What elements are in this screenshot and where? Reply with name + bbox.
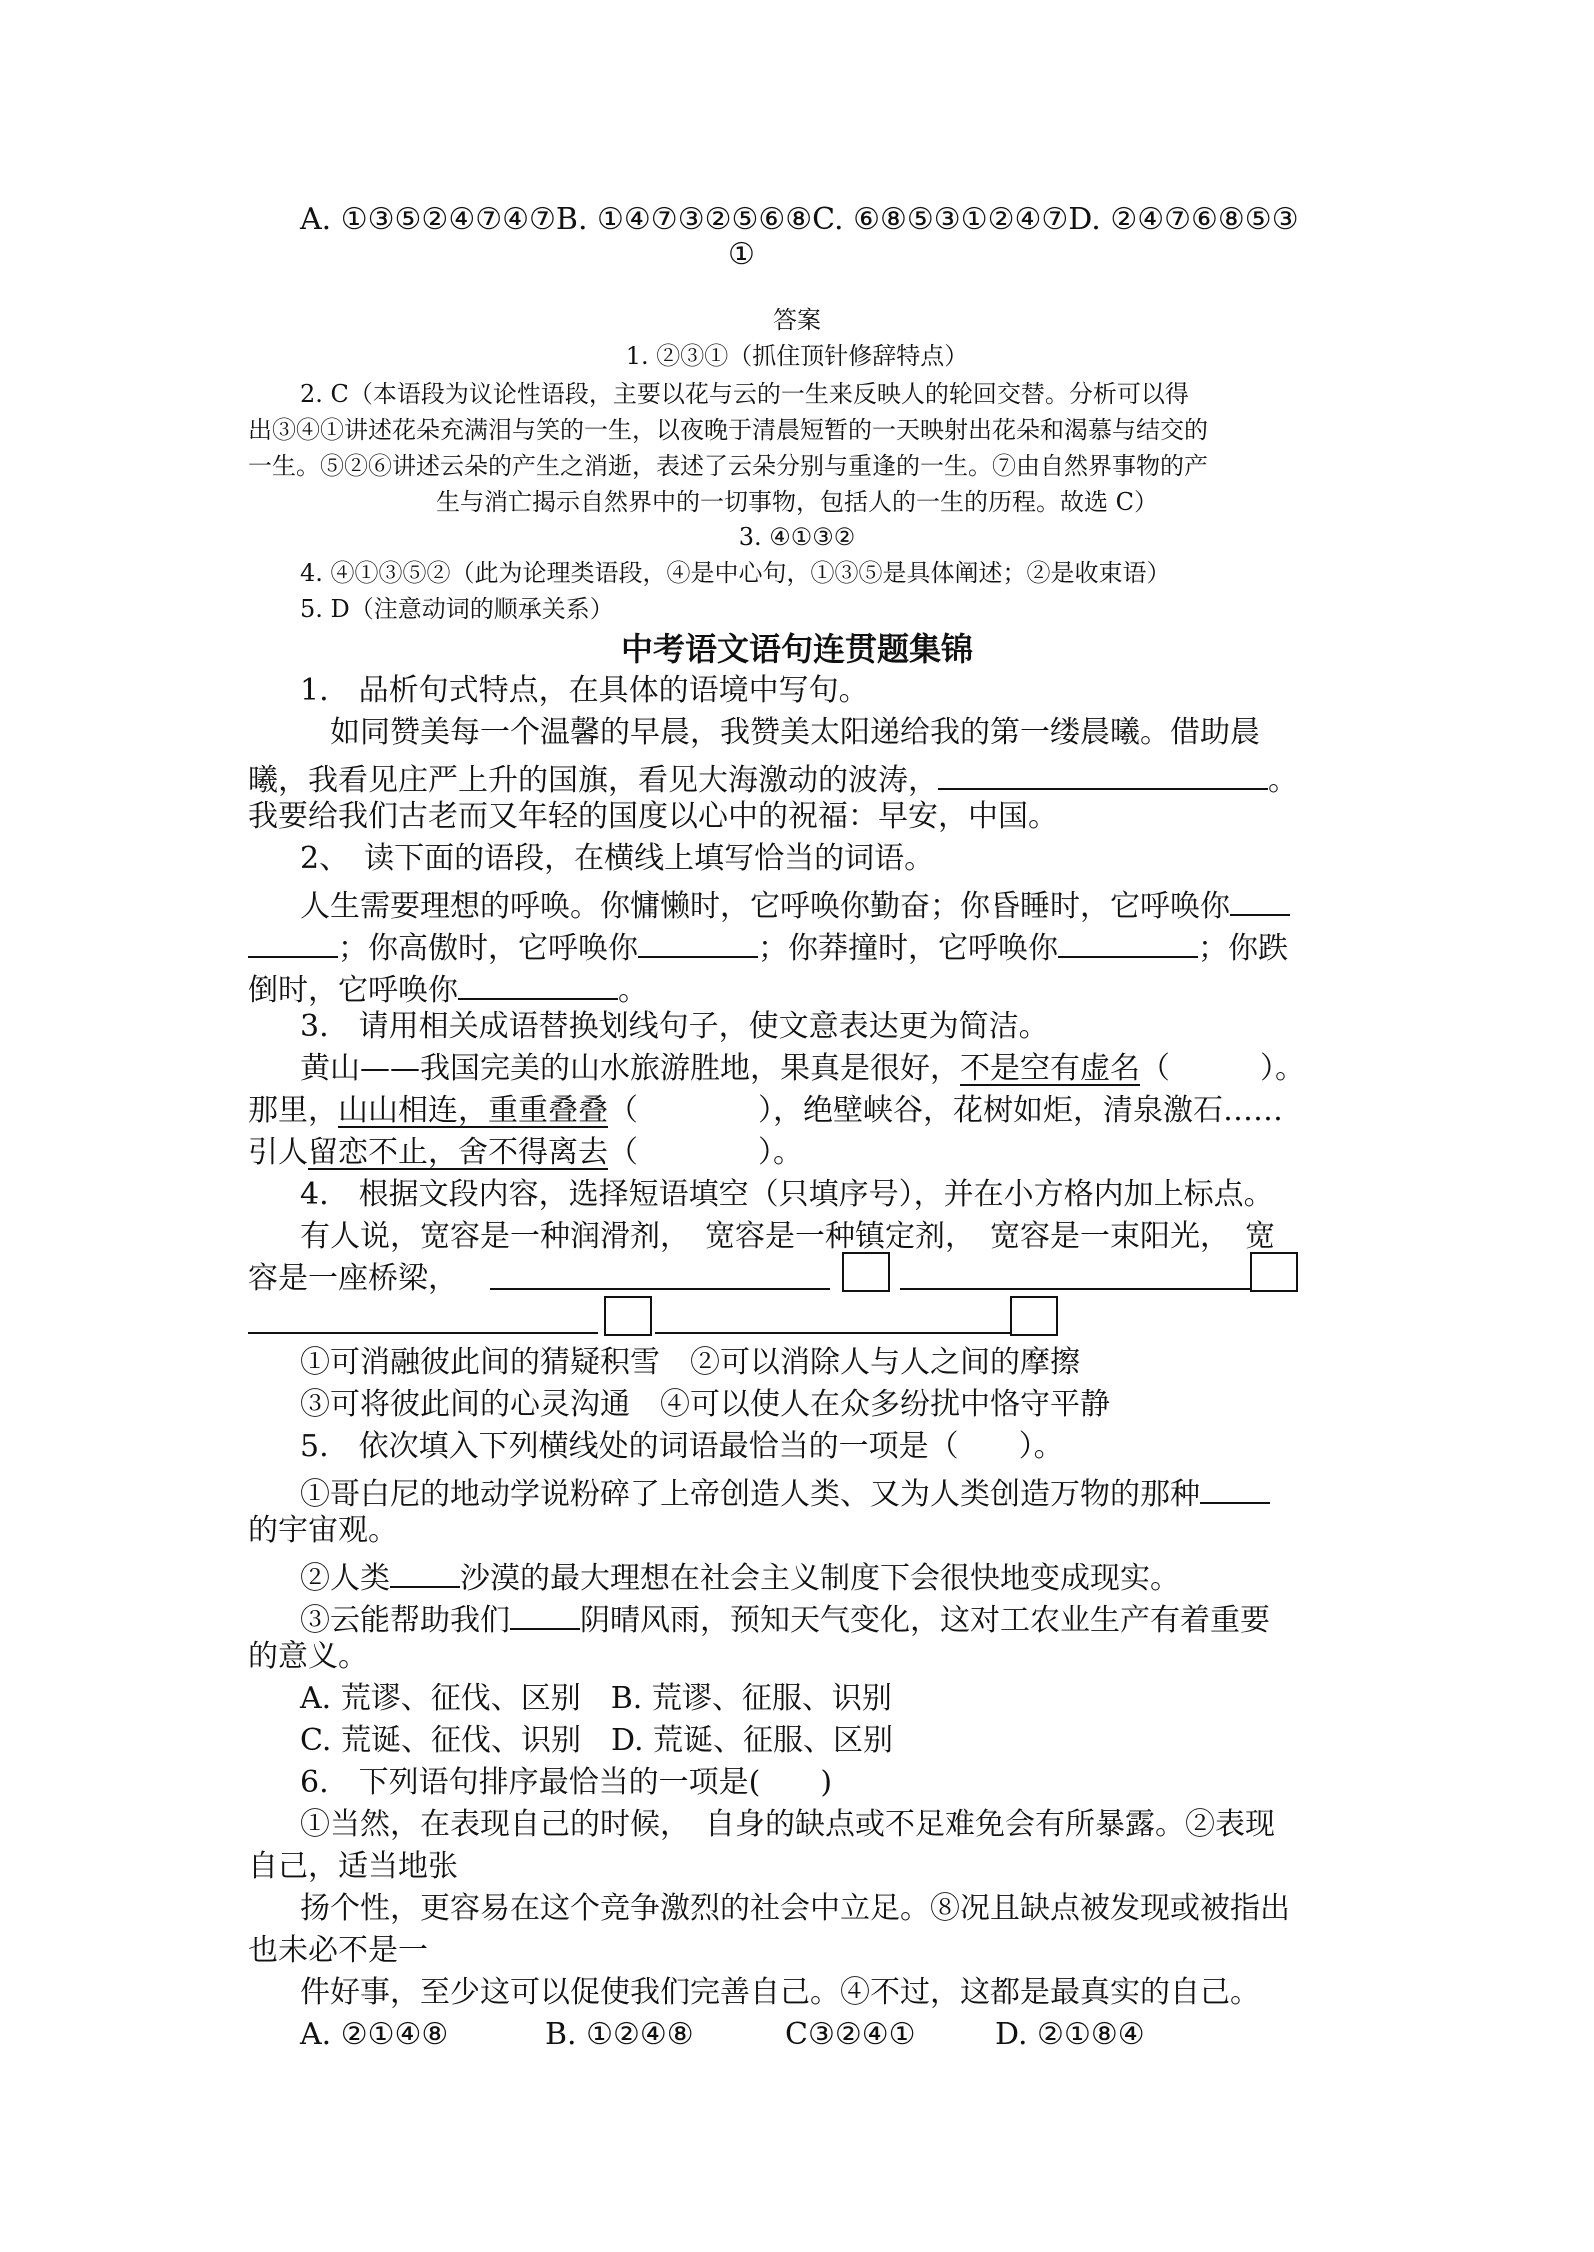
q2-blank-2[interactable] (638, 928, 758, 958)
q4-line-2: 容是一座桥梁， (248, 1261, 458, 1296)
q1-line-2 (248, 760, 1298, 796)
answers-heading: 答案 (773, 306, 821, 334)
q3-line-1-b: （ ）。 (1140, 1051, 1305, 1086)
answer-2-line-3: 一生。⑤②⑥讲述云朵的产生之消逝，表述了云朵分别与重逢的一生。⑦由自然界事物的产 (248, 452, 1208, 480)
q4-punct-box-3[interactable] (604, 1296, 652, 1336)
q4-blank-1[interactable] (490, 1288, 830, 1290)
answer-3: 3. ④①③② (738, 523, 856, 551)
q4-options-2: ③可将彼此间的心灵沟通 ④可以使人在众多纷扰中恪守平静 (300, 1387, 1110, 1422)
section-title: 中考语文语句连贯题集锦 (620, 630, 973, 668)
q5-prompt: 5. 依次填入下列横线处的词语最恰当的一项是（ ）。 (300, 1429, 1064, 1464)
q5-sentence-1 (300, 1474, 1270, 1510)
q5-sentence-2 (300, 1558, 1180, 1594)
q6-line-5: 件好事，至少这可以促使我们完善自己。④不过，这都是最真实的自己。 (300, 1975, 1260, 2010)
q5-sentence-2-a: ②人类 (300, 1561, 390, 1596)
q3-underlined-3: 留恋不止，舍不得离去 (308, 1135, 608, 1170)
q4-blank-3[interactable] (248, 1332, 598, 1334)
q2-line-2-a: ；你高傲时，它呼唤你 (338, 931, 638, 966)
q4-blank-2[interactable] (900, 1288, 1250, 1290)
q1-line-1: 如同赞美每一个温馨的早晨，我赞美太阳递给我的第一缕晨曦。借助晨 (330, 715, 1260, 750)
q3-line-3 (248, 1135, 803, 1170)
q2-line-3-a: 倒时，它呼唤你 (248, 973, 458, 1008)
q5-options-cd: C. 荒诞、征伐、识别 D. 荒诞、征服、区别 (300, 1723, 894, 1758)
q4-blank-4[interactable] (655, 1332, 1010, 1334)
q6-line-3: 扬个性，更容易在这个竞争激烈的社会中立足。⑧况且缺点被发现或被指出 (300, 1891, 1290, 1926)
q5-sentence-3-b: 阴晴风雨，预知天气变化，这对工农业生产有着重要 (580, 1603, 1270, 1638)
q3-line-2-b: （ ），绝壁峡谷，花树如炬，清泉激石…… (608, 1093, 1283, 1128)
q3-prompt: 3. 请用相关成语替换划线句子，使文意表达更为简洁。 (300, 1009, 1049, 1044)
q2-blank-1b[interactable] (248, 928, 338, 958)
q5-sentence-3 (300, 1600, 1270, 1636)
q6-option-b: B. ①②④⑧ (545, 2017, 694, 2052)
q6-prompt: 6. 下列语句排序最恰当的一项是( ) (300, 1765, 833, 1800)
q2-line-2-c: ；你跌 (1198, 931, 1288, 966)
q6-option-c: C③②④① (785, 2017, 916, 2052)
q2-line-2-b: ；你莽撞时，它呼唤你 (758, 931, 1058, 966)
q2-blank-3[interactable] (1058, 928, 1198, 958)
q5-blank-3[interactable] (510, 1600, 580, 1630)
q5-blank-2[interactable] (390, 1558, 460, 1588)
q5-sentence-1-text: ①哥白尼的地动学说粉碎了上帝创造人类、又为人类创造万物的那种 (300, 1477, 1200, 1512)
q4-punct-box-1[interactable] (842, 1252, 890, 1292)
q6-line-1: ①当然，在表现自己的时候， 自身的缺点或不足难免会有所暴露。②表现 (300, 1807, 1275, 1842)
q1-line-2-text: 曦，我看见庄严上升的国旗，看见大海激动的波涛， (248, 763, 938, 798)
answer-4: 4. ④①③⑤②（此为论理类语段，④是中心句，①③⑤是具体阐述；②是收束语） (300, 559, 1171, 587)
q2-line-3 (248, 970, 648, 1006)
q3-line-1 (300, 1051, 1305, 1086)
q2-line-1-text: 人生需要理想的呼唤。你慵懒时，它呼唤你勤奋；你昏睡时，它呼唤你 (300, 889, 1230, 924)
q6-line-2: 自己，适当地张 (248, 1849, 458, 1884)
q2-blank-1a[interactable] (1230, 886, 1290, 916)
q4-punct-box-2[interactable] (1250, 1252, 1298, 1292)
prev-options-wrap: ① (728, 237, 755, 272)
q5-sentence-3-end: 的意义。 (248, 1639, 368, 1674)
q3-line-1-a: 黄山——我国完美的山水旅游胜地，果真是很好， (300, 1051, 960, 1086)
answer-1: 1. ②③①（抓住顶针修辞特点） (625, 342, 969, 370)
q2-blank-4[interactable] (458, 970, 618, 1000)
q6-option-d: D. ②①⑧④ (995, 2017, 1145, 2052)
q3-line-3-a: 引人 (248, 1135, 308, 1170)
answer-2-line-1: 2. C（本语段为议论性语段，主要以花与云的一生来反映人的轮回交替。分析可以得 (300, 380, 1189, 408)
q6-line-4: 也未必不是一 (248, 1933, 428, 1968)
q4-punct-box-4[interactable] (1010, 1296, 1058, 1336)
q4-options-1: ①可消融彼此间的猜疑积雪 ②可以消除人与人之间的摩擦 (300, 1345, 1080, 1380)
q4-line-1: 有人说，宽容是一种润滑剂， 宽容是一种镇定剂， 宽容是一束阳光， 宽 (300, 1219, 1275, 1254)
q3-underlined-1: 不是空有虚名 (960, 1051, 1140, 1086)
q5-sentence-2-b: 沙漠的最大理想在社会主义制度下会很快地变成现实。 (460, 1561, 1180, 1596)
prev-options-line: A. ①③⑤②④⑦④⑦B. ①④⑦③②⑤⑥⑧C. ⑥⑧⑤③①②④⑦D. ②④⑦⑥⑧⑤③ (300, 202, 1299, 237)
q3-underlined-2: 山山相连，重重叠叠 (338, 1093, 608, 1128)
q4-prompt: 4. 根据文段内容，选择短语填空（只填序号），并在小方格内加上标点。 (300, 1177, 1274, 1212)
q2-line-2 (248, 928, 1288, 964)
q5-blank-1[interactable] (1200, 1474, 1270, 1504)
q5-options-ab: A. 荒谬、征伐、区别 B. 荒谬、征服、识别 (300, 1681, 892, 1716)
q2-line-1 (300, 886, 1290, 922)
q1-blank[interactable] (938, 760, 1268, 790)
q3-line-2 (248, 1093, 1283, 1128)
q3-line-3-b: （ ）。 (608, 1135, 803, 1170)
q1-line-2-end: 。 (1268, 763, 1298, 798)
answer-5: 5. D（注意动词的顺承关系） (300, 595, 614, 623)
answer-2-line-2: 出③④①讲述花朵充满泪与笑的一生，以夜晚于清晨短暂的一天映射出花朵和渴慕与结交的 (248, 416, 1208, 444)
q2-prompt: 2、 读下面的语段，在横线上填写恰当的词语。 (300, 841, 935, 876)
q3-line-2-a: 那里， (248, 1093, 338, 1128)
q2-line-3-b: 。 (618, 973, 648, 1008)
q5-sentence-3-a: ③云能帮助我们 (300, 1603, 510, 1638)
q5-sentence-1-end: 的宇宙观。 (248, 1513, 398, 1548)
q1-line-3: 我要给我们古老而又年轻的国度以心中的祝福：早安，中国。 (248, 799, 1058, 834)
q6-option-a: A. ②①④⑧ (300, 2017, 449, 2052)
q1-prompt: 1. 品析句式特点，在具体的语境中写句。 (300, 673, 869, 708)
answer-2-line-4: 生与消亡揭示自然界中的一切事物，包括人的一生的历程。故选 C） (436, 488, 1158, 516)
